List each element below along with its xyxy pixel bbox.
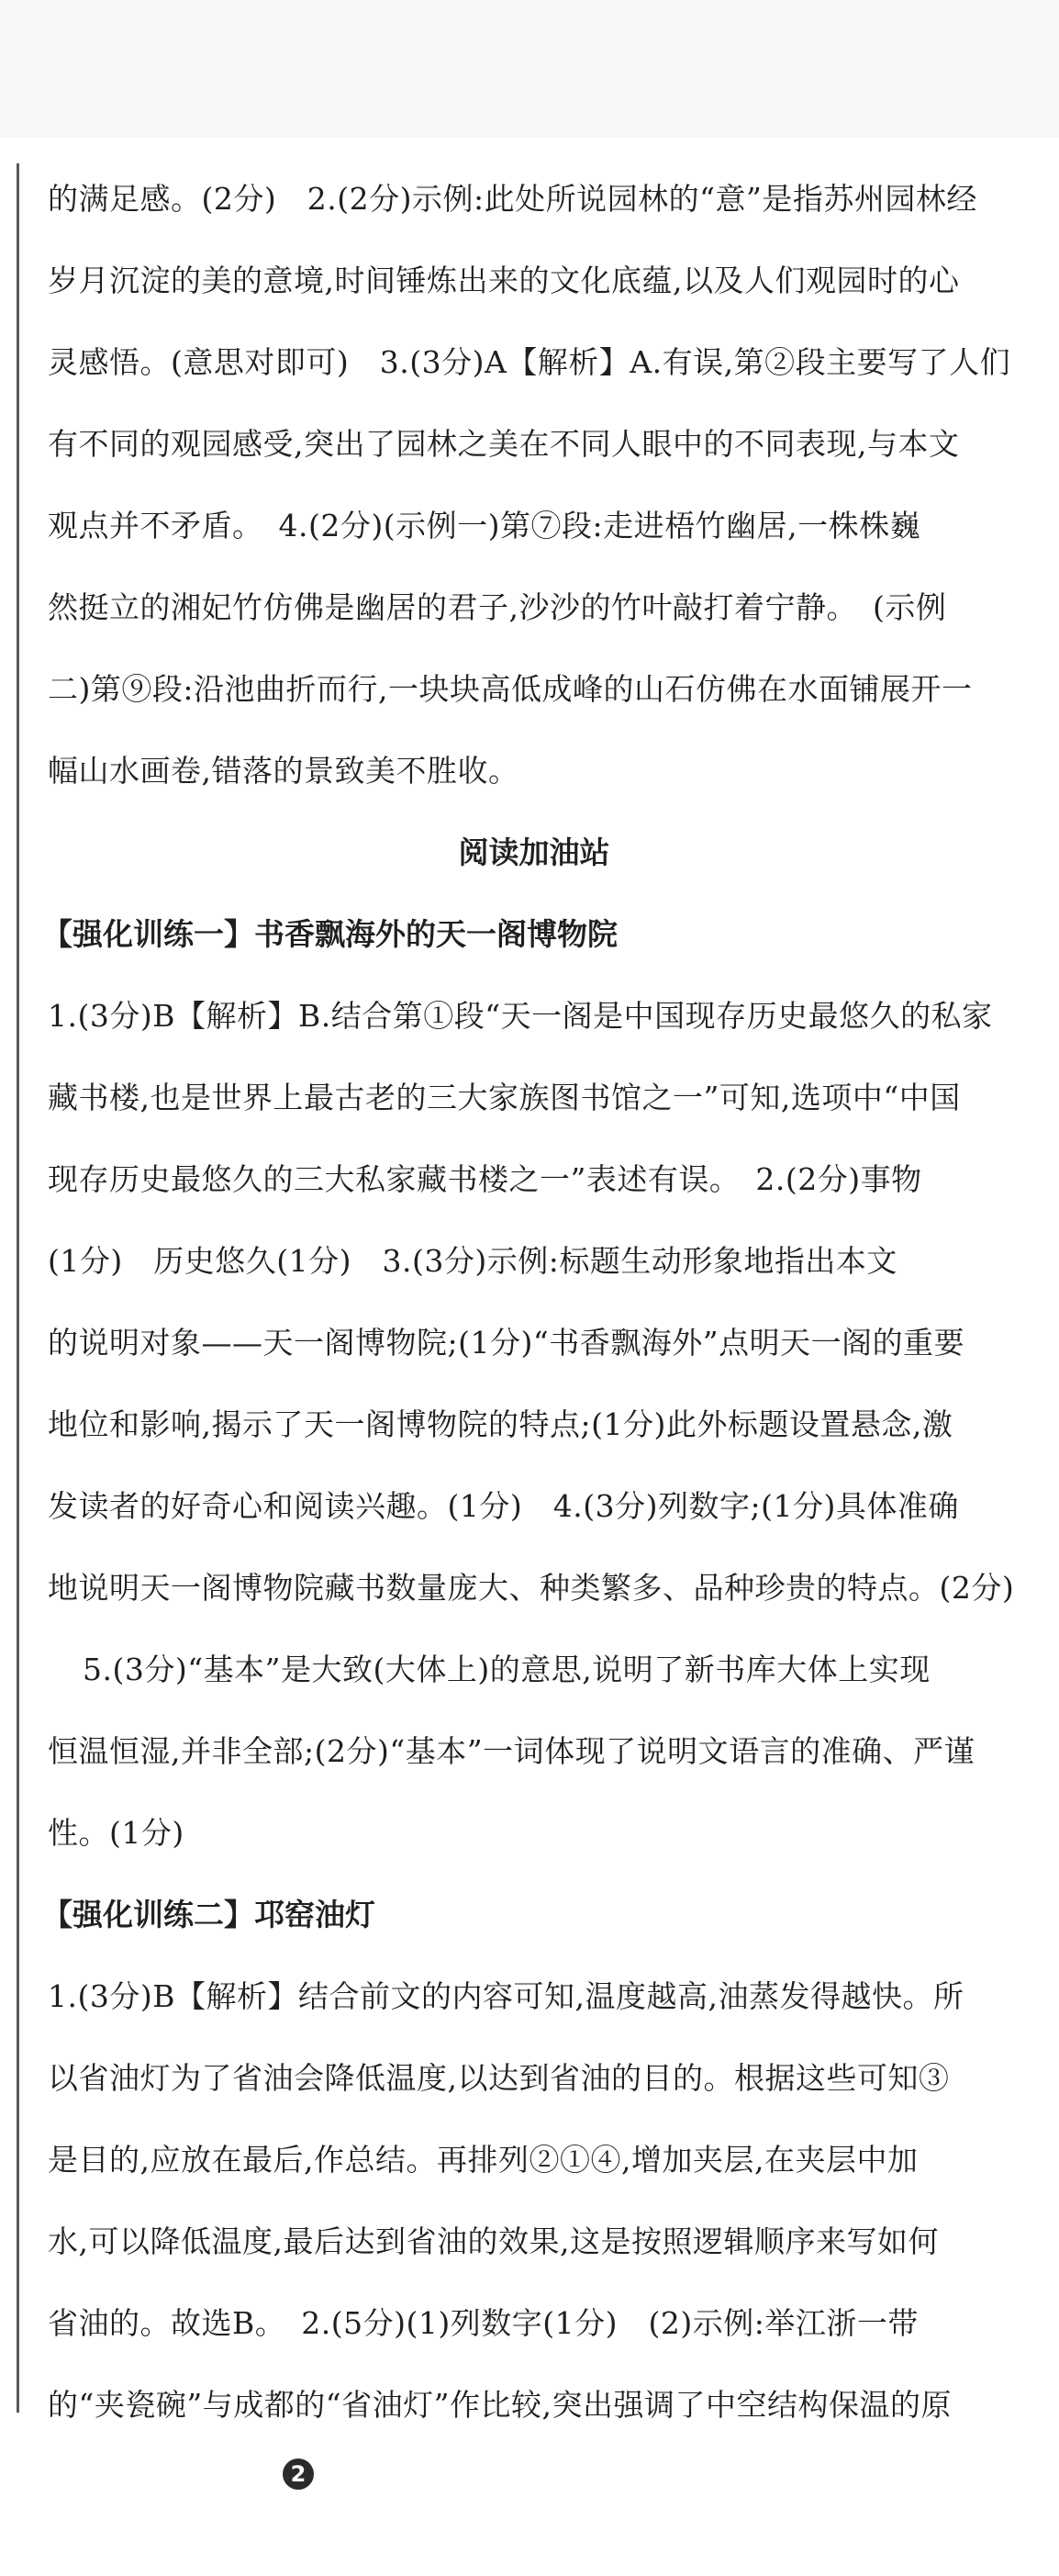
text-line: 观点并不矛盾。 4.(2分)(示例一)第⑦段:走进梧竹幽居,一株株巍 bbox=[48, 508, 921, 543]
text-line: 1.(3分)B【解析】B.结合第①段“天一阁是中国现存历史最悠久的私家 bbox=[48, 998, 993, 1034]
answer-block-top bbox=[48, 158, 1020, 812]
text-line: 岁月沉淀的美的意境,时间锤炼出来的文化底蕴,以及人们观园时的心 bbox=[48, 263, 960, 298]
training-one bbox=[42, 893, 1020, 1874]
text-line: 地位和影响,揭示了天一阁博物院的特点;(1分)此外标题设置悬念,激 bbox=[48, 1406, 953, 1442]
text-line: 的满足感。(2分) 2.(2分)示例:此处所说园林的“意”是指苏州园林经 bbox=[48, 181, 977, 217]
text-line: 藏书楼,也是世界上最古老的三大家族图书馆之一”可知,选项中“中国 bbox=[48, 1080, 961, 1115]
training-one-title: 【强化训练一】书香飘海外的天一阁博物院 bbox=[42, 916, 618, 952]
section-heading: 阅读加油站 bbox=[458, 834, 610, 870]
top-margin-strip bbox=[0, 0, 1059, 138]
training-two bbox=[42, 1874, 1020, 2446]
text-line: 性。(1分) bbox=[48, 1815, 184, 1851]
text-line: 然挺立的湘妃竹仿佛是幽居的君子,沙沙的竹叶敲打着宁静。 (示例 bbox=[48, 589, 947, 625]
page-number-badge: 2 bbox=[283, 2458, 314, 2490]
text-line: 灵感悟。(意思对即可) 3.(3分)A【解析】A.有误,第②段主要写了人们 bbox=[48, 344, 1011, 380]
text-line: 的“夹瓷碗”与成都的“省油灯”作比较,突出强调了中空结构保温的原 bbox=[48, 2387, 952, 2423]
text-line: 地说明天一阁博物院藏书数量庞大、种类繁多、品种珍贵的特点。(2分) bbox=[48, 1570, 1015, 1606]
text-line: 省油的。故选B。 2.(5分)(1)列数字(1分) (2)示例:举江浙一带 bbox=[48, 2305, 919, 2341]
text-line: 二)第⑨段:沿池曲折而行,一块块高低成峰的山石仿佛在水面铺展开一 bbox=[48, 671, 973, 707]
text-line: 发读者的好奇心和阅读兴趣。(1分) 4.(3分)列数字;(1分)具体准确 bbox=[48, 1488, 959, 1524]
left-margin-rule bbox=[17, 163, 19, 2413]
text-line: 1.(3分)B【解析】结合前文的内容可知,温度越高,油蒸发得越快。所 bbox=[48, 1978, 964, 2014]
text-line: (1分) 历史悠久(1分) 3.(3分)示例:标题生动形象地指出本文 bbox=[48, 1243, 897, 1279]
text-line: 现存历史最悠久的三大私家藏书楼之一”表述有误。 2.(2分)事物 bbox=[48, 1161, 922, 1197]
training-two-title: 【强化训练二】邛窑油灯 bbox=[42, 1897, 375, 1932]
text-line: 是目的,应放在最后,作总结。再排列②①④,增加夹层,在夹层中加 bbox=[48, 2142, 919, 2178]
text-line-indented: 5.(3分)“基本”是大致(大体上)的意思,说明了新书库大体上实现 bbox=[83, 1652, 931, 1687]
text-line: 以省油灯为了省油会降低温度,以达到省油的目的。根据这些可知③ bbox=[48, 2060, 950, 2096]
text-line: 水,可以降低温度,最后达到省油的效果,这是按照逻辑顺序来写如何 bbox=[48, 2223, 939, 2259]
text-line: 恒温恒湿,并非全部;(2分)“基本”一词体现了说明文语言的准确、严谨 bbox=[48, 1733, 975, 1769]
text-line: 的说明对象——天一阁博物院;(1分)“书香飘海外”点明天一阁的重要 bbox=[48, 1325, 965, 1361]
text-line: 幅山水画卷,错落的景致美不胜收。 bbox=[48, 753, 519, 789]
answer-key-content bbox=[42, 158, 1020, 2446]
text-line: 有不同的观园感受,突出了园林之美在不同人眼中的不同表现,与本文 bbox=[48, 426, 960, 462]
